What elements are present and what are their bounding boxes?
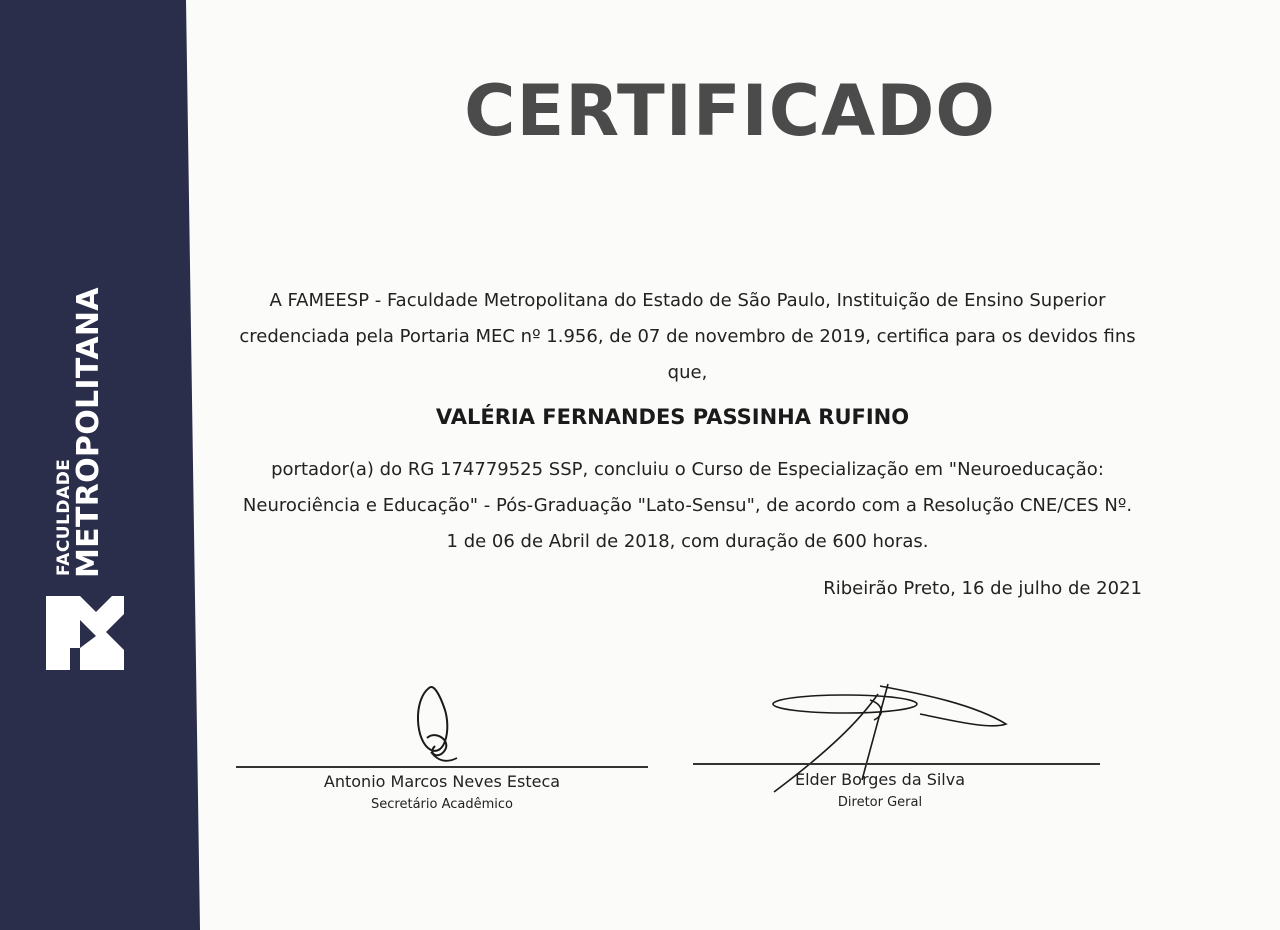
m-logo-icon (44, 592, 126, 674)
intro-line: A FAMEESP - Faculdade Metropolitana do Estado de São Paulo, Instituição de Ensino Superior (269, 290, 1106, 311)
recipient-name: VALÉRIA FERNANDES PASSINHA RUFINO (435, 405, 910, 429)
intro-line: credenciada pela Portaria MEC nº 1.956, de 07 de novembro de 2019, certifica para os devidos fins (239, 326, 1136, 347)
certificate-title: CERTIFICADO (464, 70, 996, 152)
signatory-name-right: Elder Borges da Silva (794, 770, 966, 789)
intro-paragraph (215, 283, 1160, 391)
signature-line-right (693, 763, 1100, 765)
intro-line: que, (667, 362, 708, 383)
signatory-role-left: Secretário Acadêmico (371, 797, 513, 812)
place-and-date: Ribeirão Preto, 16 de julho de 2021 (823, 578, 1142, 599)
details-line: portador(a) do RG 174779525 SSP, concluiu o Curso de Especialização em "Neuroeducação: (271, 459, 1104, 480)
details-paragraph (215, 452, 1160, 560)
brand-small-label: FACULDADE (54, 458, 74, 576)
signature-line-left (236, 766, 648, 768)
signatory-name-left: Antonio Marcos Neves Esteca (323, 772, 561, 791)
brand-large-label: METROPOLITANA (71, 287, 106, 578)
brand-wordmark (54, 268, 144, 578)
details-line: 1 de 06 de Abril de 2018, com duração de 600 horas. (446, 531, 929, 552)
signature-scribble-left (405, 680, 475, 780)
signatory-role-right: Diretor Geral (837, 795, 923, 810)
details-line: Neurociência e Educação" - Pós-Graduação "Lato-Sensu", de acordo com a Resolução CNE/CES Nº. (242, 495, 1133, 516)
